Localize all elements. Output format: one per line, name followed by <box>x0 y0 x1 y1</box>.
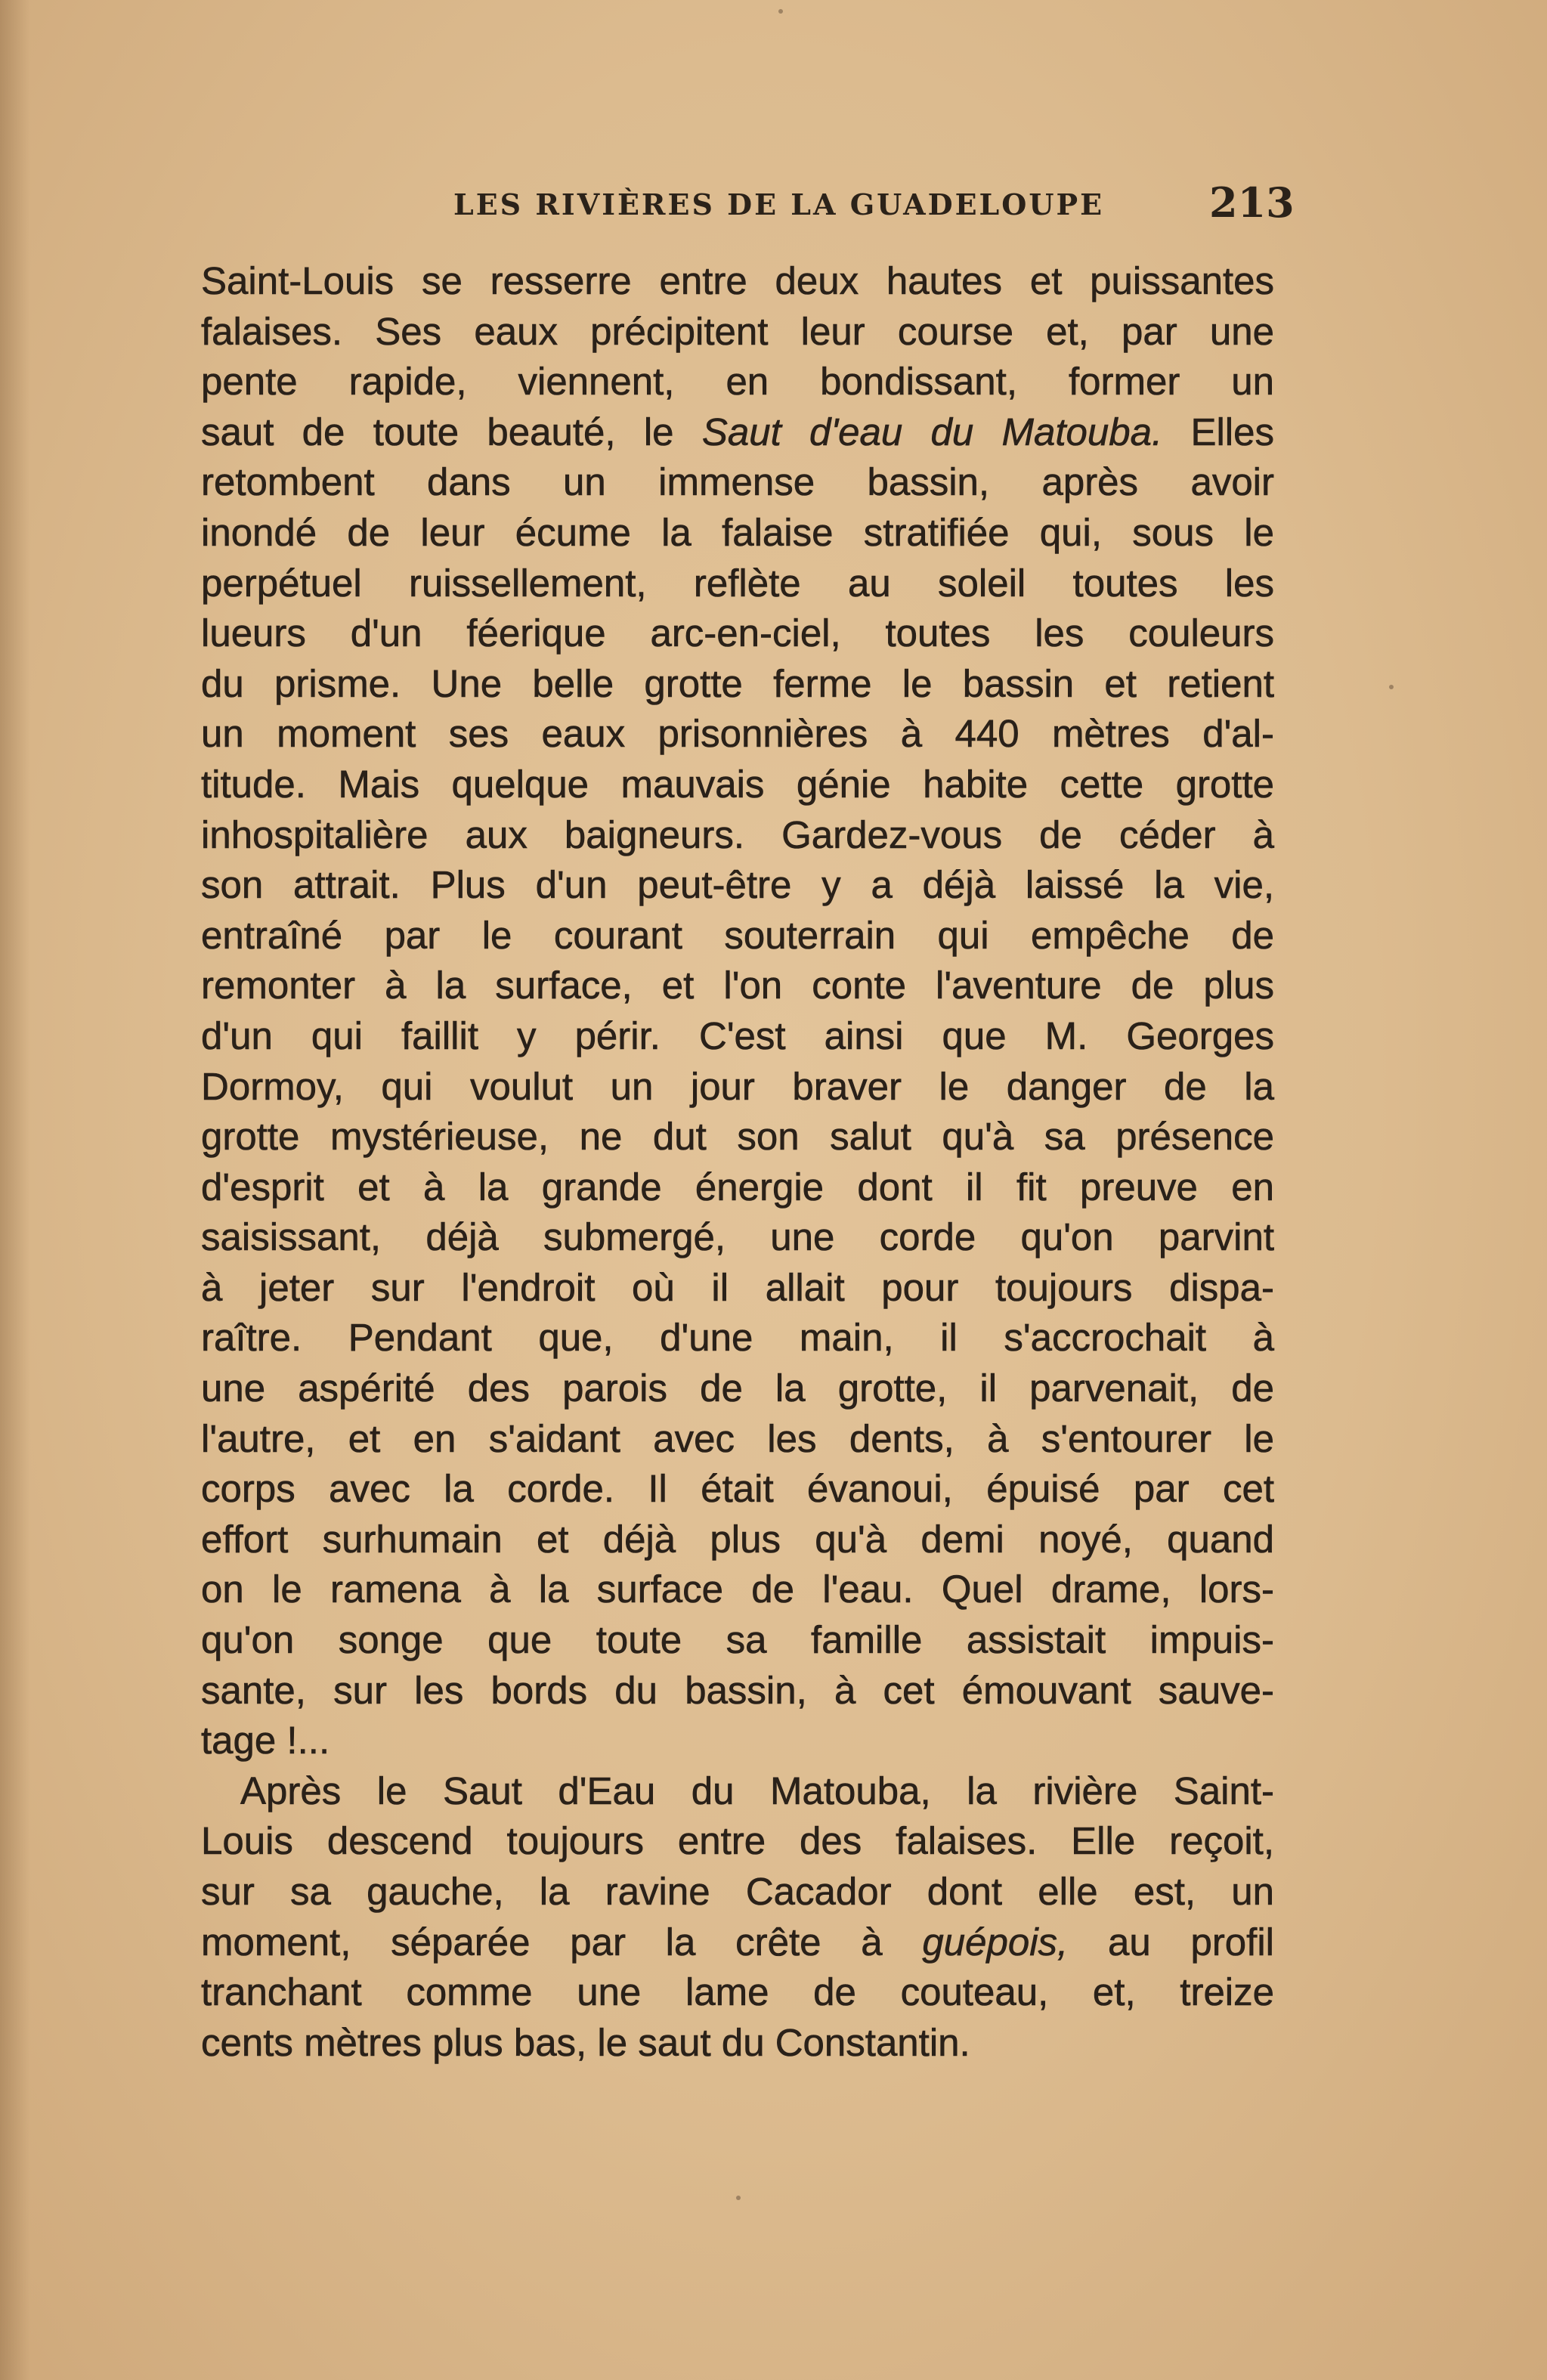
text-line <box>201 1967 1274 2018</box>
text-run: un moment ses eaux prisonnières à 440 mètres d'al- <box>201 712 1274 756</box>
paper-speck <box>1389 685 1394 689</box>
text-line <box>201 407 1274 458</box>
paper-speck <box>778 9 783 14</box>
body-text <box>201 256 1274 2068</box>
text-line <box>201 760 1274 810</box>
text-line <box>201 1766 1274 1817</box>
text-run: remonter à la surface, et l'on conte l'aventure de plus <box>201 964 1274 1007</box>
text-run: Louis descend toujours entre des falaises. Elle reçoit, <box>201 1819 1274 1863</box>
text-line <box>201 860 1274 911</box>
text-run: falaises. Ses eaux précipitent leur course et, par une <box>201 309 1274 353</box>
text-line <box>201 1666 1274 1716</box>
text-run: pente rapide, viennent, en bondissant, former un <box>201 360 1274 404</box>
text-run: tage !... <box>201 1719 330 1763</box>
text-run: grotte mystérieuse, ne dut son salut qu'à sa présence <box>201 1115 1274 1159</box>
text-line <box>201 256 1274 307</box>
text-run: Elles <box>1162 410 1274 453</box>
text-run: on le ramena à la surface de l'eau. Quel drame, lors- <box>201 1568 1274 1611</box>
text-line <box>201 1564 1274 1615</box>
running-header-title: LES RIVIÈRES DE LA GUADELOUPE <box>453 187 1105 221</box>
page-number: 213 <box>1209 178 1295 227</box>
text-line <box>201 659 1274 710</box>
text-line <box>201 307 1274 357</box>
text-line <box>201 1313 1274 1363</box>
text-run: du prisme. Une belle grotte ferme le bassin et retient <box>201 661 1274 705</box>
text-line <box>201 911 1274 961</box>
text-line <box>201 1363 1274 1414</box>
text-line <box>201 608 1274 659</box>
paper-speck <box>736 2196 741 2200</box>
text-run: cents mètres plus bas, le saut du Constantin. <box>201 2020 970 2064</box>
page-edge-shadow <box>0 0 30 2380</box>
italic-text: Saut d'eau du Matouba. <box>701 410 1163 453</box>
text-run: perpétuel ruissellement, reflète au soleil toutes les <box>201 561 1274 605</box>
text-run: moment, séparée par la crête à <box>201 1920 923 1964</box>
text-line <box>201 1816 1274 1867</box>
text-line <box>201 508 1274 559</box>
text-run: titude. Mais quelque mauvais génie habite cette grotte <box>201 762 1274 806</box>
text-run: sur sa gauche, la ravine Cacador dont elle est, un <box>201 1870 1274 1913</box>
text-line <box>201 457 1274 508</box>
text-run: lueurs d'un féerique arc-en-ciel, toutes les couleurs <box>201 611 1274 655</box>
text-line <box>201 1414 1274 1465</box>
text-line <box>201 1112 1274 1162</box>
text-run: d'un qui faillit y périr. C'est ainsi que M. Georges <box>201 1014 1274 1057</box>
text-line <box>201 1212 1274 1263</box>
text-line <box>201 1263 1274 1314</box>
text-line <box>201 1917 1274 1968</box>
text-run: raître. Pendant que, d'une main, il s'accrochait à <box>201 1316 1274 1360</box>
text-line <box>201 1867 1274 1917</box>
text-run: tranchant comme une lame de couteau, et, treize <box>201 1970 1274 2014</box>
text-run: au profil <box>1068 1920 1274 1964</box>
text-run: son attrait. Plus d'un peut-être y a déjà laissé la vie, <box>201 863 1274 907</box>
text-run: saut de toute beauté, le <box>201 410 702 453</box>
text-line <box>201 961 1274 1011</box>
text-line <box>201 1615 1274 1666</box>
text-run: qu'on songe que toute sa famille assistait impuis- <box>201 1618 1274 1662</box>
text-run: Dormoy, qui voulut un jour braver le danger de la <box>201 1064 1274 1108</box>
text-run: inhospitalière aux baigneurs. Gardez-vous de céder à <box>201 812 1274 856</box>
text-run: sante, sur les bords du bassin, à cet émouvant sauve- <box>201 1668 1274 1712</box>
text-run: à jeter sur l'endroit où il allait pour toujours dispa- <box>201 1265 1274 1309</box>
text-line <box>201 1011 1274 1062</box>
text-run: entraîné par le courant souterrain qui empêche de <box>201 913 1274 957</box>
text-run: Après le Saut d'Eau du Matouba, la rivière Saint- <box>240 1769 1274 1812</box>
text-line <box>201 1515 1274 1565</box>
text-run: une aspérité des parois de la grotte, il parvenait, de <box>201 1366 1274 1410</box>
text-line <box>201 1162 1274 1213</box>
text-run: corps avec la corde. Il était évanoui, épuisé par cet <box>201 1467 1274 1511</box>
text-run: inondé de leur écume la falaise stratifiée qui, sous le <box>201 510 1274 554</box>
text-run: d'esprit et à la grande énergie dont il fit preuve en <box>201 1165 1274 1209</box>
text-line <box>201 1062 1274 1113</box>
text-line <box>201 357 1274 407</box>
text-line <box>201 2018 1274 2069</box>
text-run: saisissant, déjà submergé, une corde qu'on parvint <box>201 1215 1274 1259</box>
text-run: retombent dans un immense bassin, après avoir <box>201 460 1274 504</box>
text-line <box>201 559 1274 609</box>
text-line <box>201 1464 1274 1515</box>
text-line <box>201 1716 1274 1766</box>
italic-text: guépois, <box>922 1920 1069 1964</box>
text-run: l'autre, et en s'aidant avec les dents, à s'entourer le <box>201 1416 1274 1460</box>
text-line <box>201 709 1274 760</box>
text-run: effort surhumain et déjà plus qu'à demi noyé, quand <box>201 1517 1274 1561</box>
text-line <box>201 810 1274 861</box>
text-run: Saint-Louis se resserre entre deux hautes et puissantes <box>201 259 1274 302</box>
